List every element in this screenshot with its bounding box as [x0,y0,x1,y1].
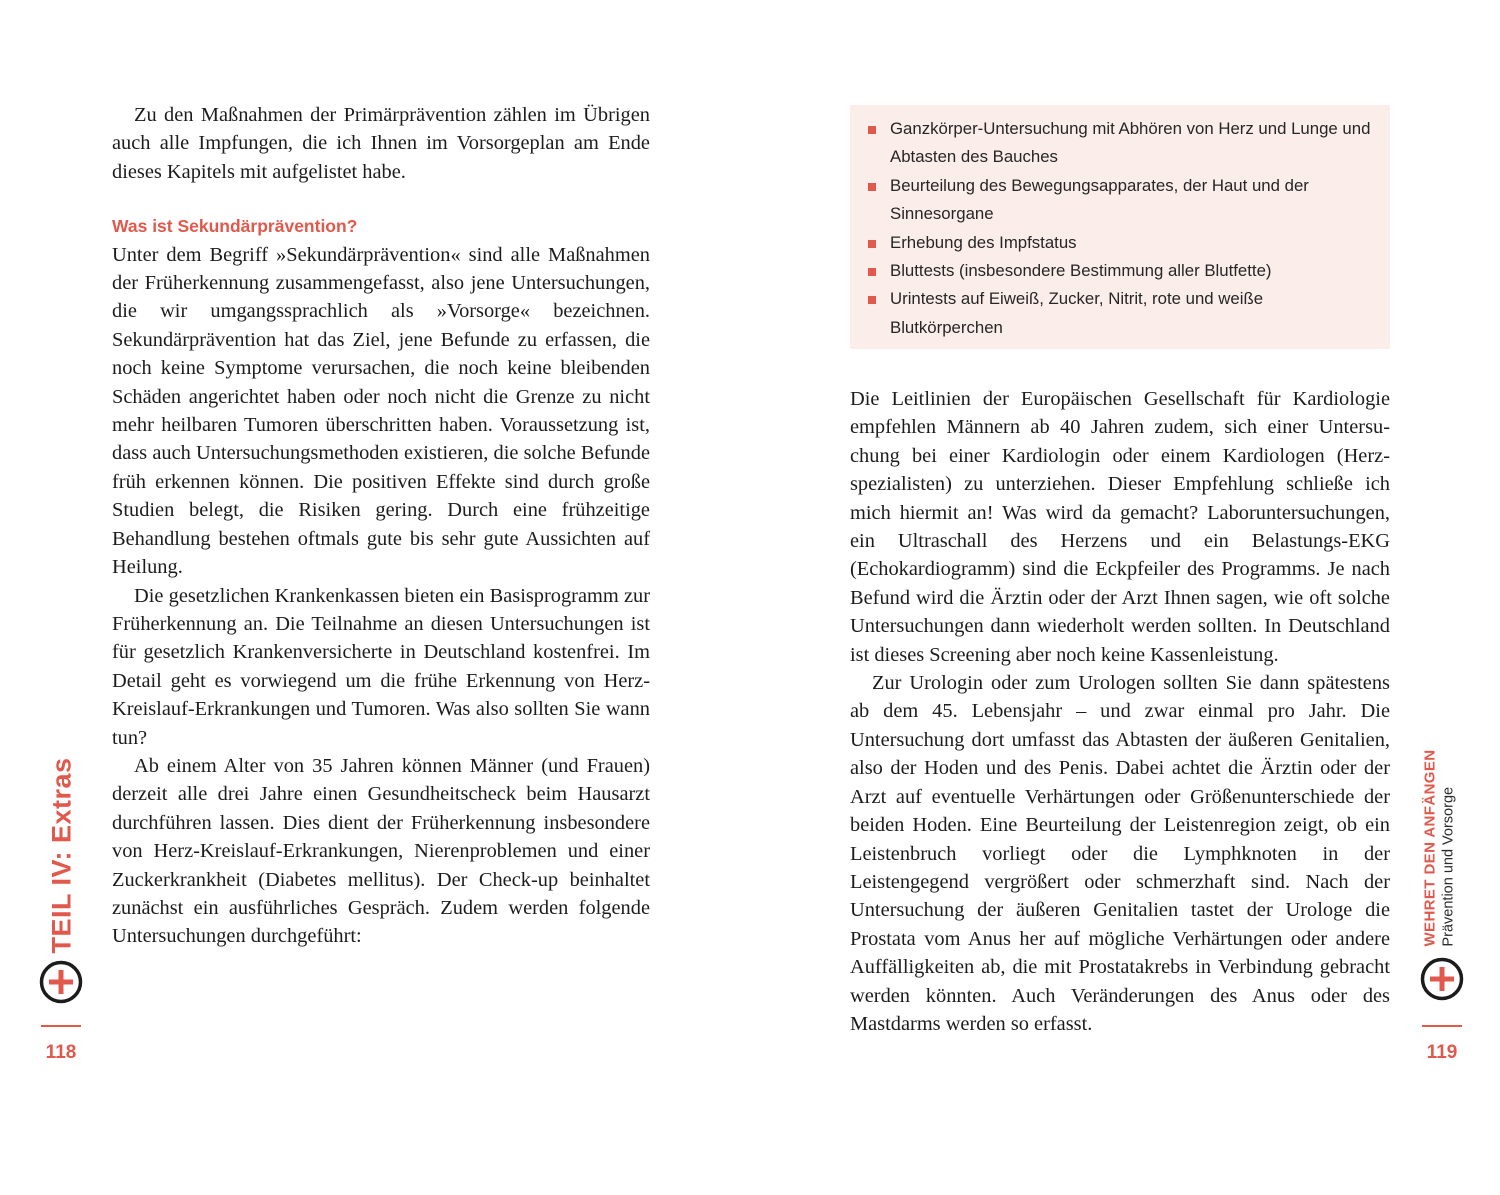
paragraph: Ab einem Alter von 35 Jahren können Männer (und Frauen) derzeit alle drei Jahre einen Gesundheitscheck beim Hausarzt durchführen lassen. Dies dient der Früherkennung insbesondere von Herz-Kreislauf-Erkrankungen, Nierenproblemen und einer Zuckerkrankheit (Diabetes mellitus). Der Check-up beinhaltet zunächst ein ausführliches Gespräch. Zudem werden folgende Untersuchungen durchgeführt: [112,754,650,948]
list-item: Urintests auf Eiweiß, Zucker, Nitrit, rote und weiße Blutkörperchen [864,285,1372,342]
paragraph: Die Leitlinien der Europäischen Gesellschaft für Kardiologie empfehlen Männern ab 40 Jahren zudem, sich einer Untersuchung bei einer Kardiologin oder einem Kardiologen (Herzspezialisten) zu unterziehen. Dieser Empfehlung schließe ich mich hiermit an! Was wird da gemacht? Laboruntersuchungen, ein Ultraschall des Herzens und ein Belastungs-EKG (Echokardiogramm) sind die Eckpfeiler des Programms. Je nach Befund wird die Ärztin oder der Arzt Ihnen sagen, wie oft solche Untersuchungen dann wiederholt werden sollten. In Deutschland ist dieses Screening aber noch keine Kassenleistung. [850,388,1390,666]
chapter-title: WEHRET DEN ANFÄNGEN [1422,748,1440,947]
part-title-vertical [40,756,84,954]
paragraph: Unter dem Begriff »Sekundärprävention« sind alle Maßnahmen der Früherkennung zusammengefasst, also jene Untersuchungen, die wir umgangssprachlich als »Vorsorge« bezeichnen. Sekundärprävention hat das Ziel, jene Befunde zu erfassen, die noch keine Symptome verursachen, die noch keine bleibenden Schäden angerichtet haben oder noch nicht die Grenze zu nicht mehr heilbaren Tumoren überschritten haben. Voraussetzung ist, dass auch Untersuchungsmethoden existieren, die solche Befunde früh erkennen können. Die positiven Effekte sind durch große Studien belegt, die Risiken gering. Durch eine frühzeitige Behandlung bestehen oftmals gute bis sehr gute Aussichten auf Heilung. [112,243,650,579]
divider [1422,1025,1462,1027]
left-text-column [112,101,650,951]
plus-circle-icon [1420,957,1464,1001]
checkup-list-box [850,105,1390,349]
divider [41,1025,81,1027]
paragraph: Zur Urologin oder zum Urologen sollten Sie dann spätestens ab dem 45. Lebensjahr – und zwar einmal pro Jahr. Die Untersuchung dort umfasst das Abtasten der äußeren Genitalien, also der Hoden und des Penis. Dabei achtet die Ärztin oder der Arzt auf eventuelle Verhärtungen oder Größenunterschiede der beiden Hoden. Eine Beurteilung der Leistenregion zeigt, ob ein Leistenbruch vorliegt oder die Lymphknoten in der Leistengegend vergrößert oder schmerzhaft sind. Nach der Untersuchung der äußeren Genitalien tastet der Urologe die Prostata vom Anus her auf mögliche Verhärtungen oder andere Auffälligkeiten ab, die mit Prostatakrebs in Verbindung gebracht werden könnten. Auch Veränderungen des Anus oder des Mastdarms werden so erfasst. [850,672,1390,1035]
list-item: Erhebung des Impfstatus [864,229,1372,257]
right-page [750,0,1500,1195]
plus-circle-icon [39,960,83,1004]
part-title: TEIL IV: Extras [46,756,77,954]
chapter-subtitle: Prävention und Vorsorge [1441,786,1458,947]
page-number: 118 [45,1042,77,1063]
chapter-title-vertical [1410,745,1470,950]
paragraph: Zu den Maßnahmen der Primärprävention zählen im Übrigen auch alle Impfungen, die ich Ihnen im Vorsorgeplan am Ende dieses Kapitels mit aufgelistet habe. [112,104,650,183]
list-item: Ganzkörper-Untersuchung mit Abhören von Herz und Lunge und Abtasten des Bauches [864,115,1372,172]
list-item: Bluttests (insbesondere Bestimmung aller Blutfette) [864,257,1372,285]
left-side-rail [30,756,90,1070]
checkup-list [864,115,1372,342]
right-text-column [850,385,1390,1038]
paragraph: Die gesetzlichen Krankenkassen bieten ein Basisprogramm zur Früherkennung an. Die Teilnahme an diesen Untersuchungen ist für gesetzlich Krankenversicherte in Deutschland kostenfrei. Im Detail geht es vorwiegend um die frühe Erkennung von Herz-Kreislauf-Erkrankungen und Tumoren. Was also sollten Sie wann tun? [112,584,650,749]
section-heading: Was ist Sekundärprävention? [112,216,358,237]
page-number: 119 [1426,1042,1458,1063]
right-side-rail [1410,745,1470,1070]
list-item: Beurteilung des Bewegungsapparates, der Haut und der Sinnesorgane [864,172,1372,229]
